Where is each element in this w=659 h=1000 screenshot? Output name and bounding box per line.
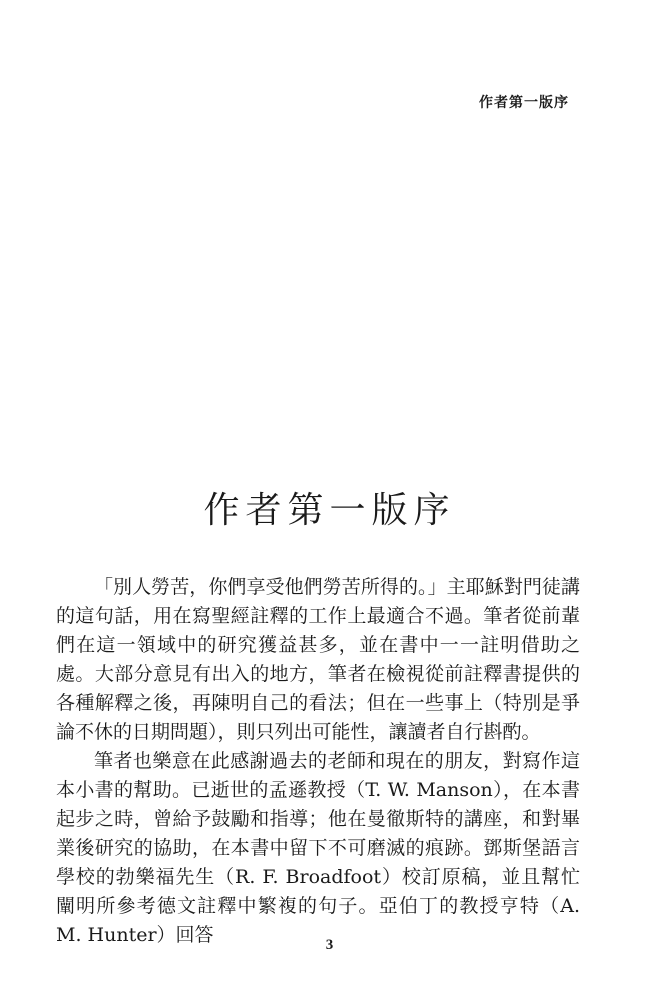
running-header: 作者第一版序 [479,95,569,111]
page-number: 3 [325,937,334,953]
paragraph-2: 筆者也樂意在此感謝過去的老師和現在的朋友，對寫作這本小書的幫助。已逝世的孟遜教授（T. W. Manson），在本書起步之時，曾給予鼓勵和指導；他在曼徹斯特的講座，和對畢業後研究的協助，在本書中留下不可磨滅的痕跡。鄧斯堡語言學校的勃樂福先生（R. F. Broadfoot）校訂原稿，並且幫忙闡明所參考德文註釋中繁複的句子。亞伯丁的教授亨特（A. M. Hunter）回答 [56,750,580,946]
body-text [56,573,580,950]
chapter-title: 作者第一版序 [203,490,456,532]
paragraph-1: 「別人勞苦，你們享受他們勞苦所得的。」主耶穌對門徒講的這句話，用在寫聖經註釋的工作上最適合不過。筆者從前輩們在這一領域中的研究獲益甚多，並在書中一一註明借助之處。大部分意見有出入的地方，筆者在檢視從前註釋書提供的各種解釋之後，再陳明自己的看法；但在一些事上（特別是爭論不休的日期問題），則只列出可能性，讓讀者自行斟酌。 [56,576,580,743]
